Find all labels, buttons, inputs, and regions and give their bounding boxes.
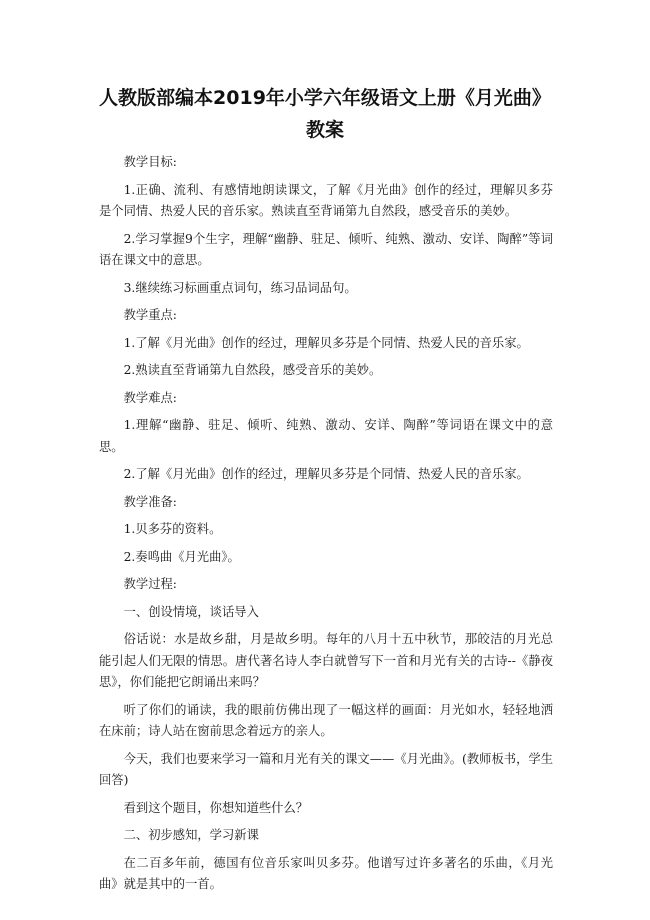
process-paragraph-3: 今天，我们也要来学习一篇和月光有关的课文——《月光曲》。(教师板书，学生回答) [99,751,553,787]
process-paragraph-1: 俗话说：水是故乡甜，月是故乡明。每年的八月十五中秋节，那皎洁的月光总能引起人们无限的情思。唐代著名诗人李白就曾写下一首和月光有关的古诗--《静夜思》，你们能把它朗诵出来吗？ [99,632,553,689]
document-title [60,82,590,146]
section-heading-key-points: 教学重点: [123,308,177,322]
preparation-1: 1.贝多芬的资料。 [123,522,222,536]
section-heading-preparation: 教学准备: [123,494,177,509]
preparation-2: 2.奏鸣曲《月光曲》。 [123,549,240,564]
process-step-1-heading: 一、创设情境，谈话导入 [123,604,259,619]
title-line-2: 教案 [305,119,344,141]
key-point-2: 2.熟读直至背诵第九自然段，感受音乐的美妙。 [123,363,382,377]
section-heading-difficulties: 教学难点: [123,390,177,405]
document-body [99,152,553,902]
objective-1: 1.正确、流利、有感情地朗读课文，了解《月光曲》创作的经过，理解贝多芬是个同情、热爱人民的音乐家。熟读直至背诵第九自然段，感受音乐的美妙。 [99,182,553,218]
title-line-1: 人教版部编本2019年小学六年级语文上册《月光曲》 [99,87,551,109]
process-paragraph-4: 看到这个题目，你想知道些什么？ [123,800,309,815]
section-heading-objectives: 教学目标: [123,155,177,169]
process-step-2-heading: 二、初步感知，学习新课 [123,828,259,842]
process-paragraph-2: 听了你们的诵读，我的眼前仿佛出现了一幅这样的画面：月光如水，轻轻地洒在床前；诗人站在窗前思念着远方的亲人。 [99,702,553,738]
key-point-1: 1.了解《月光曲》创作的经过，理解贝多芬是个同情、热爱人民的音乐家。 [123,335,529,350]
section-heading-process: 教学过程: [123,577,177,591]
difficulty-1: 1.理解“幽静、驻足、倾听、纯熟、激动、安详、陶醉”等词语在课文中的意思。 [99,418,553,454]
objective-3: 3.继续练习标画重点词句，练习品词品句。 [123,280,357,295]
difficulty-2: 2.了解《月光曲》创作的经过，理解贝多芬是个同情、热爱人民的音乐家。 [123,467,529,481]
objective-2: 2.学习掌握9个生字，理解“幽静、驻足、倾听、纯熟、激动、安详、陶醉”等词语在课文中的意思。 [99,231,553,267]
process-paragraph-5: 在二百多年前，德国有位音乐家叫贝多芬。他谱写过许多著名的乐曲，《月光曲》就是其中的一首。 [99,855,553,891]
